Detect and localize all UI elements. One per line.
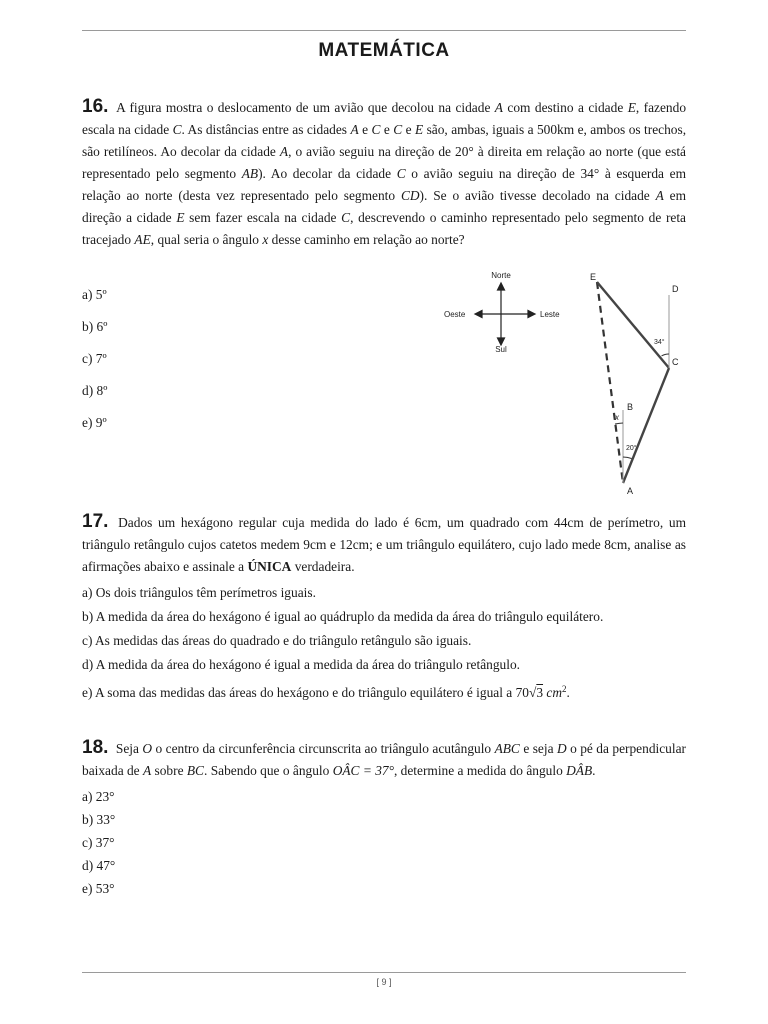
west-label: Oeste <box>444 310 466 319</box>
option-c[interactable]: c) 7º <box>82 351 107 366</box>
angle-arc-a-20 <box>623 457 632 459</box>
angle-label-x: x <box>615 413 619 422</box>
segment-ca <box>623 368 669 483</box>
option-e[interactable]: e) 9º <box>82 415 107 430</box>
angle-label-34: 34° <box>654 339 665 346</box>
option-b[interactable]: b) A medida da área do hexágono é igual ao quádruplo da medida da área do triângulo equilátero. <box>82 609 604 624</box>
question-17-text-start: Dados um hexágono regular cuja medida do lado é 6cm, um quadrado com 44cm de perímetro, um triângulo retângulo cujos catetos medem 9cm e 12cm; e um triângulo equilátero, cujo lado mede 8cm, analise as afirmações abaixo e assinale a <box>82 515 686 574</box>
flight-path-figure <box>580 265 700 500</box>
question-18-options <box>82 786 686 901</box>
sqrt-symbol: √ <box>528 685 537 700</box>
question-18 <box>82 737 686 901</box>
point-label-e: E <box>589 272 596 282</box>
segment-ec <box>597 282 669 368</box>
option-b[interactable]: b) 33° <box>82 812 116 827</box>
question-17-options <box>82 582 686 702</box>
page-title: MATEMÁTICA <box>318 40 450 61</box>
question-16-options <box>82 284 107 444</box>
option-e-text: e) A soma das medidas das áreas do hexágono e do triângulo equilátero é igual a <box>82 685 516 700</box>
question-17-stem <box>82 511 686 578</box>
south-label: Sul <box>495 345 507 354</box>
question-18-text: Seja O o centro da circunferência circunscrita ao triângulo acutângulo ABC e seja D o pé da perpendicular baixada de A sobre BC. Sabendo que o ângulo OÂC = 37°, determine a medida do ângulo DÂB. <box>82 741 686 778</box>
point-label-c: C <box>672 357 679 367</box>
north-arrowhead <box>498 283 505 290</box>
option-e-exponent: 2 <box>562 684 567 694</box>
option-a[interactable]: a) Os dois triângulos têm perímetros iguais. <box>82 585 316 600</box>
question-17-number: 17. <box>82 511 109 532</box>
option-c[interactable]: c) As medidas das áreas do quadrado e do triângulo retângulo são iguais. <box>82 633 472 648</box>
option-d[interactable]: d) 47° <box>82 858 116 873</box>
option-a[interactable]: a) 23° <box>82 789 115 804</box>
header-rule <box>82 30 686 31</box>
option-e-radicand: 3 <box>536 685 544 700</box>
option-e[interactable] <box>82 678 686 702</box>
option-e-unit: cm <box>546 685 563 700</box>
question-16-number: 16. <box>82 96 109 117</box>
point-label-b: B <box>627 402 634 412</box>
option-e-end: . <box>566 685 570 700</box>
point-label-a: A <box>627 486 634 496</box>
angle-arc-c <box>662 354 670 356</box>
question-17 <box>82 511 686 702</box>
question-17-text-end: verdadeira. <box>291 559 355 574</box>
angle-label-20: 20° <box>626 445 637 452</box>
option-a[interactable]: a) 5º <box>82 287 107 302</box>
north-label: Norte <box>491 271 511 280</box>
option-b[interactable]: b) 6º <box>82 319 108 334</box>
east-label: Leste <box>540 310 560 319</box>
point-label-d: D <box>672 284 679 294</box>
angle-arc-a-x <box>615 423 623 424</box>
east-arrowhead <box>528 311 535 318</box>
question-17-emphasis: ÚNICA <box>247 559 292 574</box>
segment-ae-dashed <box>597 282 623 483</box>
option-e[interactable]: e) 53° <box>82 881 115 896</box>
question-18-stem <box>82 737 686 782</box>
option-e-coefficient: 70 <box>515 685 529 700</box>
footer-rule <box>82 972 686 973</box>
west-arrowhead <box>475 311 482 318</box>
option-c[interactable]: c) 37° <box>82 835 115 850</box>
option-d[interactable]: d) 8º <box>82 383 108 398</box>
south-arrowhead <box>498 338 505 345</box>
question-16-text: A figura mostra o deslocamento de um avião que decolou na cidade A com destino a cidade E, fazendo escala na cidade C. As distâncias entre as cidades A e C e C e E são, ambas, iguais a 500km e, ambos os trechos, são retilíneos. Ao decolar da cidade A, o avião seguiu na direção de 20° à direita em relação ao norte (que está representado pelo segmento AB). Ao decolar da cidade C o avião seguiu na direção de 34° à esquerda em relação ao norte (desta vez representado pelo segmento CD). Se o avião tivesse decolado na cidade A em direção a cidade E sem fazer escala na cidade C, descrevendo o caminho representado pelo segmento de reta tracejado AE, qual seria o ângulo x desse caminho em relação ao norte? <box>82 100 687 247</box>
option-d[interactable]: d) A medida da área do hexágono é igual a medida da área do triângulo retângulo. <box>82 657 521 672</box>
page-number: [ 9 ] <box>376 977 392 987</box>
question-16-stem <box>82 96 686 251</box>
compass-rose <box>440 268 570 358</box>
question-18-number: 18. <box>82 737 109 758</box>
